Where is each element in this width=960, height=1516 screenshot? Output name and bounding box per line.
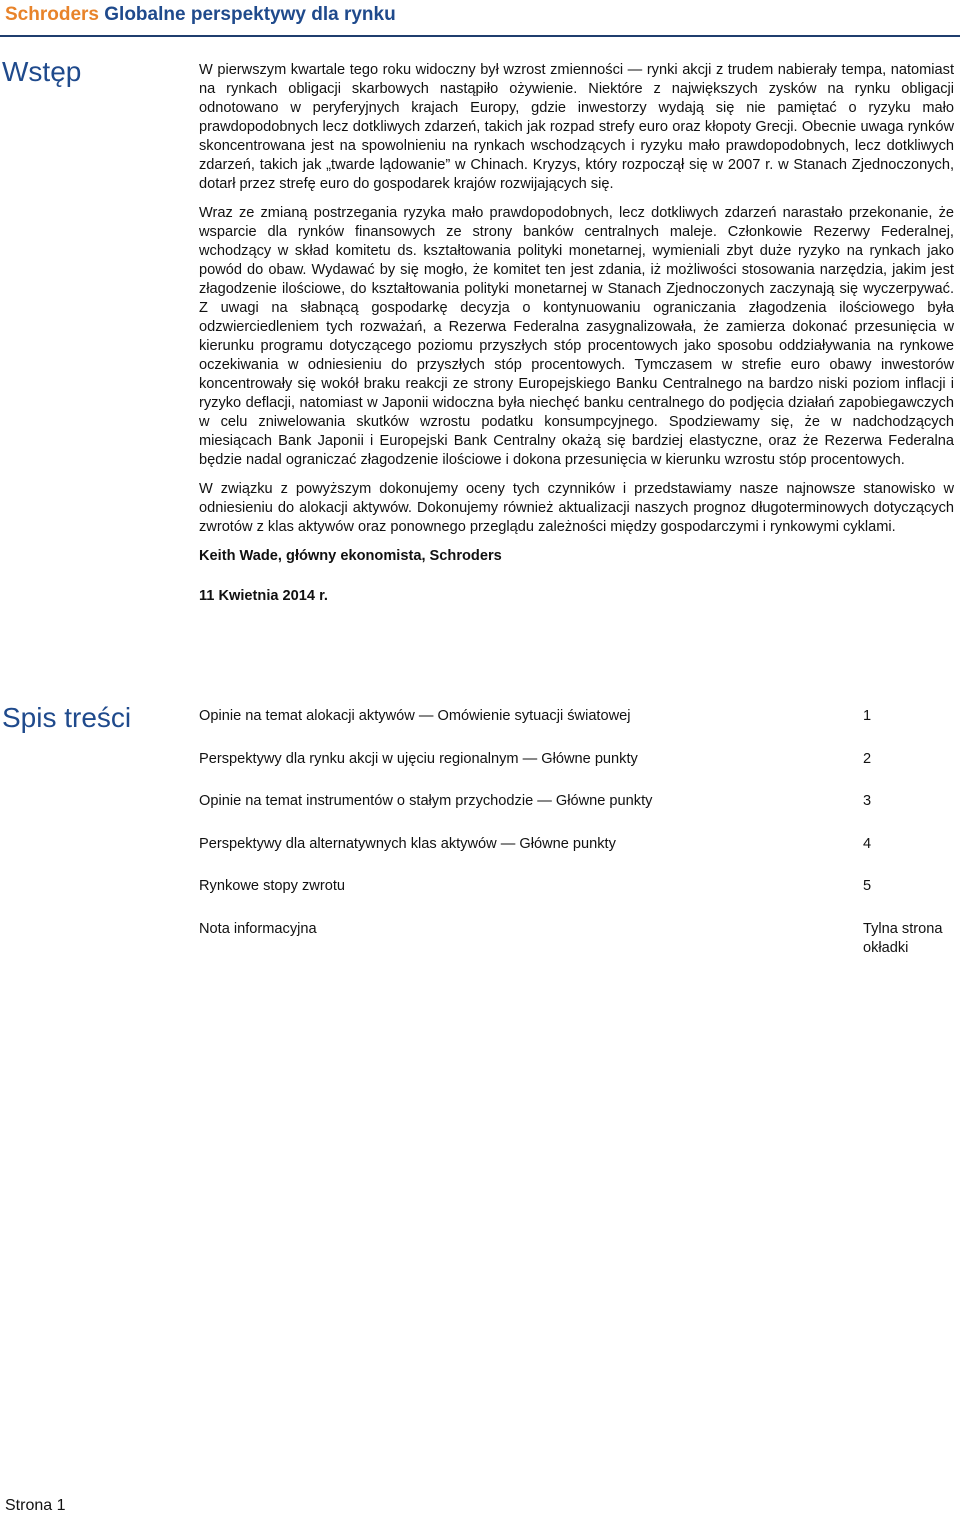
intro-paragraph: W pierwszym kwartale tego roku widoczny był wzrost zmienności — rynki akcji z trudem nabierały tempa, natomiast na rynkach obligacji skarbowych nastąpiło ożywienie. Niektóre z największych zysków na rynku obligacji odnotowano w peryferyjnych krajach Europy, gdzie inwestorzy wydają się nie pamiętać o ryzyku mało prawdopodobnych lecz dotkliwych zdarzeń, takich jak rozpad strefy euro oraz kłopoty Grecji. Obecnie uwaga rynków skoncentrowana jest na spowolnieniu na rynkach wschodzących i ryzyku mało prawdopodobnych, lecz dotkliwych zdarzeń, takich jak „twarde lądowanie” w Chinach. Kryzys, który rozpoczął się w 2007 r. w Stanach Zjednoczonych, dotarł przez strefę euro do gospodarek krajów rozwijających się. [199, 62, 954, 192]
toc-item-page: 3 [863, 793, 872, 810]
toc-section-title: Spis treści [2, 702, 132, 733]
toc-item-label: Perspektywy dla rynku akcji w ujęciu regionalnym — Główne punkty [199, 750, 638, 767]
publication-date: 11 Kwietnia 2014 r. [199, 588, 328, 604]
intro-section [199, 61, 954, 627]
toc-item[interactable] [199, 792, 960, 835]
toc-item[interactable] [199, 920, 960, 963]
toc-item-label: Opinie na temat alokacji aktywów — Omówienie sytuacji światowej [199, 708, 631, 724]
toc-item-label: Nota informacyjna [199, 920, 317, 937]
toc-item-page: 4 [863, 835, 872, 852]
toc-item[interactable] [199, 750, 960, 793]
intro-paragraph: Wraz ze zmianą postrzegania ryzyka mało prawdopodobnych, lecz dotkliwych zdarzeń narastało przekonanie, że wsparcie dla rynków finansowych ze strony banków centralnych maleje. Członkowie Rezerwy Federalnej, wchodzący w skład komitetu ds. kształtowania polityki monetarnej, wymieniali zbyt duże ryzyko na rynkach jako powód do obaw. Wydawać by się mogło, że komitet ten jest zdania, iż możliwości stosowania narzędzia, jakim jest złagodzenie ilościowe, do kształtowania polityki monetarnej w Stanach Zjednoczonych zaczynają się wyczerpywać. Z uwagi na słabnącą gospodarkę decyzja o kontynuowaniu ograniczania złagodzenia ilościowego była odzwierciedleniem tych rozważań, a Rezerwa Federalna zasygnalizowała, że zamierza dokonać przesunięcia w kierunku programu dotyczącego poziomu przyszłych stóp procentowych jako sposobu oddziaływania na rynkowe oczekiwania w odniesieniu do przyszłych stóp procentowych. Tymczasem w strefie euro obawy inwestorów koncentrowały się wokół braku reakcji ze strony Europejskiego Banku Centralnego na bardzo niski poziom inflacji i ryzyko deflacji, natomiast w Japonii widoczna była niechęć banku centralnego do podjęcia działań zapobiegawczych w celu zniwelowania skutków wzrostu podatku konsumpcyjnego. Spodziewamy się, że w nadchodzących miesiącach Bank Japonii i Europejski Bank Centralny okażą się bardziej elastyczne, oraz że Rezerwa Federalna będzie nadal ograniczać złagodzenie ilościowe i dokona przesunięcia w kierunku wzrostu stóp procentowych. [199, 205, 954, 468]
brand-name: Schroders [5, 4, 99, 25]
intro-section-title: Wstęp [2, 56, 82, 87]
toc-item-label: Perspektywy dla alternatywnych klas aktywów — Główne punkty [199, 835, 616, 852]
toc-item-label: Opinie na temat instrumentów o stałym przychodzie — Główne punkty [199, 793, 653, 810]
toc-item-page: 2 [863, 750, 872, 767]
toc-item[interactable] [199, 877, 960, 920]
toc-item-page: 5 [863, 878, 872, 895]
document-header [5, 3, 396, 27]
page-number: Strona 1 [5, 1497, 66, 1514]
document-subtitle: Globalne perspektywy dla rynku [104, 4, 396, 25]
toc-item-page: 1 [863, 708, 872, 724]
header-divider [0, 35, 960, 37]
toc-item-page: Tylna strona okładki [863, 920, 943, 956]
table-of-contents [199, 707, 960, 963]
intro-paragraph: W związku z powyższym dokonujemy oceny tych czynników i przedstawiamy nasze najnowsze stanowisko w odniesieniu do alokacji aktywów. Dokonujemy również aktualizacji naszych prognoz długoterminowych dotyczących zwrotów z klas aktywów oraz ponownego przeglądu zależności między gospodarczymi i rynkowymi cyklami. [199, 481, 954, 535]
toc-item[interactable] [199, 835, 960, 878]
toc-item-label: Rynkowe stopy zwrotu [199, 878, 345, 895]
toc-item[interactable] [199, 707, 960, 750]
author-signature: Keith Wade, główny ekonomista, Schroders [199, 548, 502, 564]
